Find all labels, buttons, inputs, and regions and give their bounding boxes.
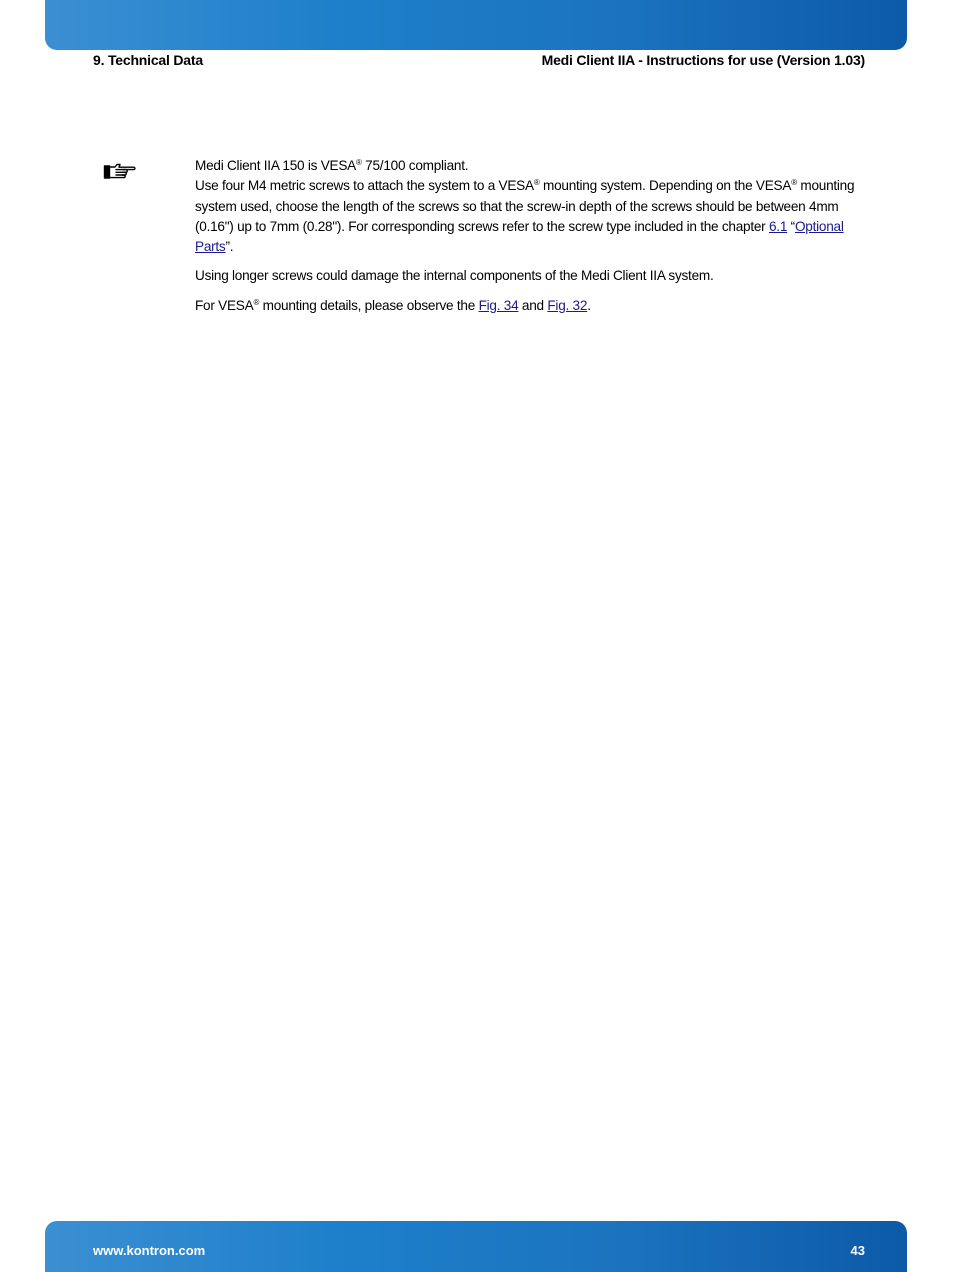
- header-band: [45, 0, 907, 50]
- note-body: [195, 156, 860, 325]
- footer-website: www.kontron.com: [93, 1243, 206, 1258]
- registered-mark: ®: [253, 297, 260, 307]
- note-text: mounting system. Depending on the VESA: [539, 178, 792, 194]
- pointing-hand-icon: [103, 160, 137, 182]
- fig-34-link[interactable]: Fig. 34: [478, 297, 519, 313]
- chapter-6-1-link[interactable]: 6.1: [769, 218, 788, 234]
- note-text: 75/100 compliant.: [361, 158, 469, 173]
- header-section-title: 9. Technical Data: [93, 52, 203, 68]
- note-text: Medi Client IIA 150 is VESA: [195, 158, 356, 173]
- optional-parts-link[interactable]: Optional Parts: [195, 218, 844, 255]
- note-text: “: [787, 218, 795, 234]
- registered-mark: ®: [791, 178, 797, 188]
- note-paragraph-mounting-details: [195, 296, 860, 316]
- note-text: mounting system used, choose the length of the screws so that the screw-in depth of the screws should be between 4mm (0.16") up to 7mm (0.28"). For corresponding screws refer to the screw type included in the chapter: [195, 178, 855, 234]
- fig-32-link[interactable]: Fig. 32: [547, 297, 588, 313]
- note-paragraph-warning: Using longer screws could damage the internal components of the Medi Client IIA system.: [195, 268, 714, 284]
- registered-mark: ®: [533, 178, 540, 188]
- registered-mark: ®: [356, 158, 362, 167]
- note-text: mounting details, please observe the: [259, 297, 479, 313]
- note-text: For VESA: [195, 297, 254, 313]
- note-text: Use four M4 metric screws to attach the system to a VESA: [195, 178, 534, 194]
- note-paragraph-vesa-compliance: [195, 156, 860, 257]
- header-document-title: Medi Client IIA - Instructions for use (Version 1.03): [541, 52, 865, 68]
- footer-page-number: 43: [850, 1243, 865, 1258]
- note-text: and: [518, 297, 548, 313]
- note-text: .: [587, 297, 591, 313]
- note-text: ”.: [225, 239, 234, 255]
